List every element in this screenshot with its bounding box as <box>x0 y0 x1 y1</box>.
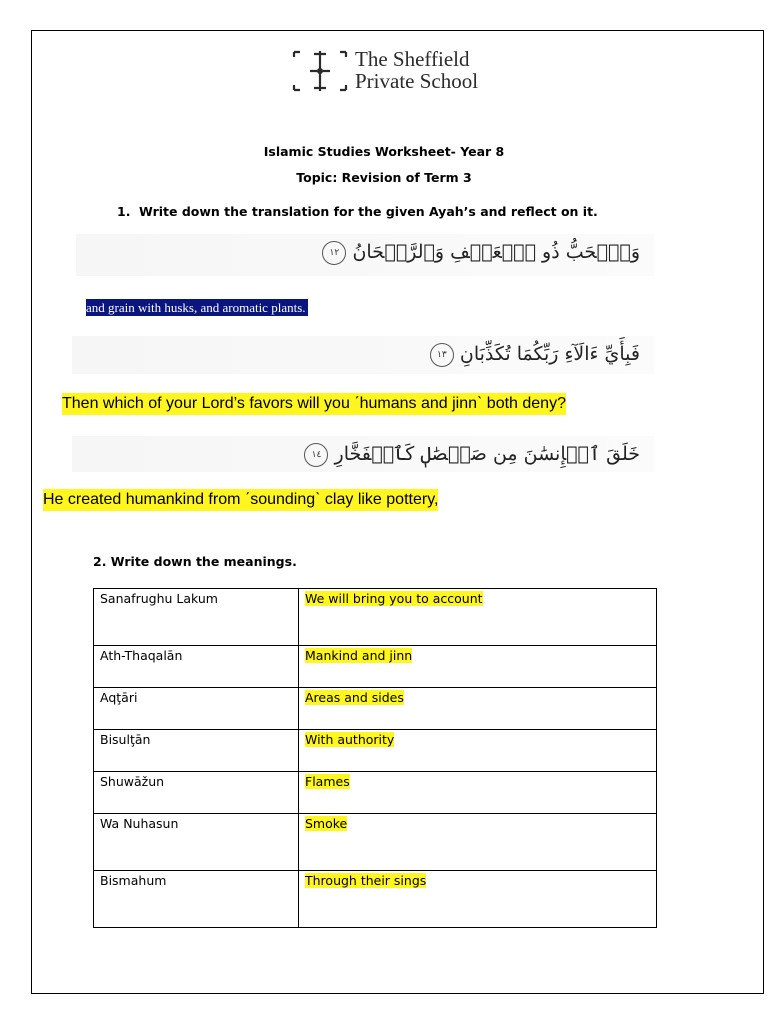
ayah-14-translation: He created humankind from ˊsoundingˋ clay like pottery, <box>43 489 438 511</box>
school-crest-icon <box>290 48 350 94</box>
ayah-12 <box>76 234 654 276</box>
term-cell: Wa Nuhasun <box>94 814 299 871</box>
meaning-cell <box>299 871 657 928</box>
meaning-text: We will bring you to account <box>305 591 483 606</box>
term-cell: Bismahum <box>94 871 299 928</box>
meaning-text: Areas and sides <box>305 690 404 705</box>
ayah-14-marker: ١٤ <box>304 443 328 467</box>
ayah-13-marker: ١٣ <box>430 343 454 367</box>
table-row <box>94 688 657 730</box>
table-row <box>94 772 657 814</box>
term-cell: Bisulţān <box>94 730 299 772</box>
ayah-13-translation: Then which of your Lord’s favors will you ˊhumans and jinnˋ both deny? <box>62 393 566 415</box>
table-row <box>94 730 657 772</box>
question-2-text: 2. Write down the meanings. <box>93 554 297 569</box>
worksheet-title: Islamic Studies Worksheet- Year 8 <box>263 144 505 159</box>
worksheet-topic: Topic: Revision of Term 3 <box>296 170 472 185</box>
meaning-text: Smoke <box>305 816 348 831</box>
meaning-cell <box>299 688 657 730</box>
meaning-text: Flames <box>305 774 350 789</box>
ayah-13 <box>72 336 654 374</box>
meaning-text: Through their sings <box>305 873 427 888</box>
term-cell: Aqţāri <box>94 688 299 730</box>
term-cell: Sanafrughu Lakum <box>94 589 299 646</box>
meaning-cell <box>299 730 657 772</box>
ayah-12-arabic: وَٱلۡحَبُّ ذُو ٱلۡعَصۡفِ وَٱلرَّيۡحَانُ <box>352 241 640 263</box>
question-1-number: 1. <box>117 204 131 219</box>
meaning-text: With authority <box>305 732 395 747</box>
ayah-14-arabic: خَلَقَ ٱلۡإِنسَٰنَ مِن صَلۡصَٰلٖ كَٱلۡفَخَّارِ <box>334 443 640 465</box>
school-name-line2: Private School <box>355 69 479 93</box>
meanings-table <box>93 588 657 928</box>
question-1 <box>117 204 598 219</box>
table-row <box>94 814 657 871</box>
term-cell: Shuwāžun <box>94 772 299 814</box>
table-row <box>94 589 657 646</box>
meaning-cell <box>299 589 657 646</box>
table-row <box>94 871 657 928</box>
school-name-line1: The Sheffield <box>355 47 470 71</box>
term-cell: Ath-Thaqalān <box>94 646 299 688</box>
school-logo <box>290 48 490 94</box>
ayah-12-translation[interactable]: and grain with husks, and aromatic plants. <box>86 300 306 315</box>
meaning-cell <box>299 646 657 688</box>
meaning-text: Mankind and jinn <box>305 648 413 663</box>
school-name <box>355 48 478 92</box>
ayah-14 <box>72 436 654 472</box>
meaning-cell <box>299 814 657 871</box>
question-1-text: Write down the translation for the given Ayah’s and reflect on it. <box>139 204 598 219</box>
ayah-13-arabic: فَبِأَيِّ ءَالَآءِ رَبِّكُمَا تُكَذِّبَانِ <box>459 343 640 365</box>
table-row <box>94 646 657 688</box>
ayah-12-marker: ١٢ <box>322 241 346 265</box>
meaning-cell <box>299 772 657 814</box>
